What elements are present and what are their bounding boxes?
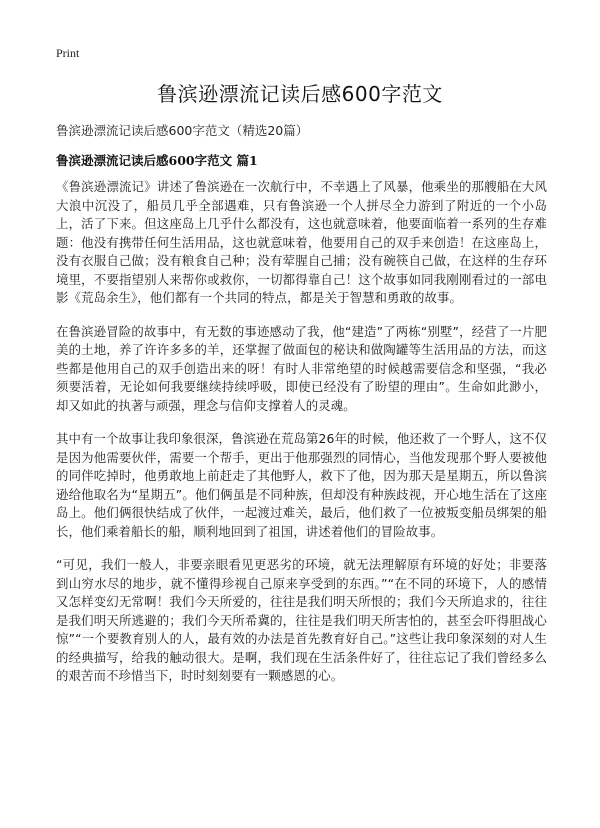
paragraph-1: 《鲁滨逊漂流记》讲述了鲁滨逊在一次航行中，不幸遇上了风暴，他乘坐的那艘船在大风大浪中沉没了，船员几乎全部遇难，只有鲁滨逊一个人拼尽全力游到了附近的一个小岛上，活了下来。但这座岛上几乎什么都没有，这也就意味着，他要面临着一系列的生存难题：他没有携带任何生活用品，这也就意味着，他要用自己的双手来创造！在这座岛上，没有衣服自己做；没有粮食自己种；没有荤腥自己捕；没有碗筷自己做，在这样的生存环境里，不要指望别人来帮你或救你，一切都得靠自己！这个故事如同我刚刚看过的一部电影《荒岛余生》，他们都有一个共同的特点，都是关于智慧和勇敢的故事。 — [56, 179, 547, 305]
article-body — [56, 178, 547, 701]
print-link[interactable]: Print — [56, 46, 80, 60]
paragraph-4: “可见，我们一般人，非要亲眼看见更恶劣的环境，就无法理解原有环境的好处；非要落到山穷水尽的地步，就不懂得珍视自己原来享受到的东西。”“在不同的环境下，人的感情又怎样变幻无常啊！我们今天所爱的，往往是我们明天所恨的；我们今天所追求的，往往是我们明天所逃避的；我们今天所希冀的，往往是我们明天所害怕的，甚至会吓得胆战心惊”“一个要教育别人的人，最有效的办法是首先教育好自己。”这些让我印象深刻的对人生的经典描写，给我的触动很大。是啊，我们现在生活条件好了，往往忘记了我们曾经多么的艰苦而不珍惜当下，时时刻刻要有一颗感恩的心。 — [56, 557, 547, 683]
section-heading: 鲁滨逊漂流记读后感600字范文 篇1 — [56, 153, 258, 168]
paragraph-3: 其中有一个故事让我印象很深，鲁滨逊在荒岛第26年的时候，他还救了一个野人，这不仅是因为他需要伙伴，需要一个帮手，更出于他那强烈的同情心，当他发现那个野人要被他的同伴吃掉时，他勇敢地上前赶走了其他野人，救下了他，因为那天是星期五，所以鲁滨逊给他取名为“星期五”。他们俩虽是不同种族，但却没有种族歧视，开心地生活在了这座岛上。他们俩很快结成了伙伴，一起渡过难关，最后，他们救了一位被叛变船员绑架的船长，他们乘着船长的船，顺利地回到了祖国，讲述着他们的冒险故事。 — [56, 431, 547, 539]
document-title: 鲁滨逊漂流记读后感600字范文 — [157, 82, 443, 106]
document-subtitle: 鲁滨逊漂流记读后感600字范文（精选20篇） — [56, 123, 309, 138]
paragraph-2: 在鲁滨逊冒险的故事中，有无数的事迹感动了我，他“建造”了两栋“别墅”，经营了一片肥美的土地，养了许许多多的羊，还掌握了做面包的秘诀和做陶罐等生活用品的方法，而这些都是他用自己的双手创造出来的呀！有时人非常绝望的时候越需要信念和坚强，“我必须要活着，无论如何我要继续持续呼吸，即使已经没有了盼望的理由”。生命如此渺小，却又如此的执著与顽强，理念与信仰支撑着人的灵魂。 — [56, 323, 547, 413]
